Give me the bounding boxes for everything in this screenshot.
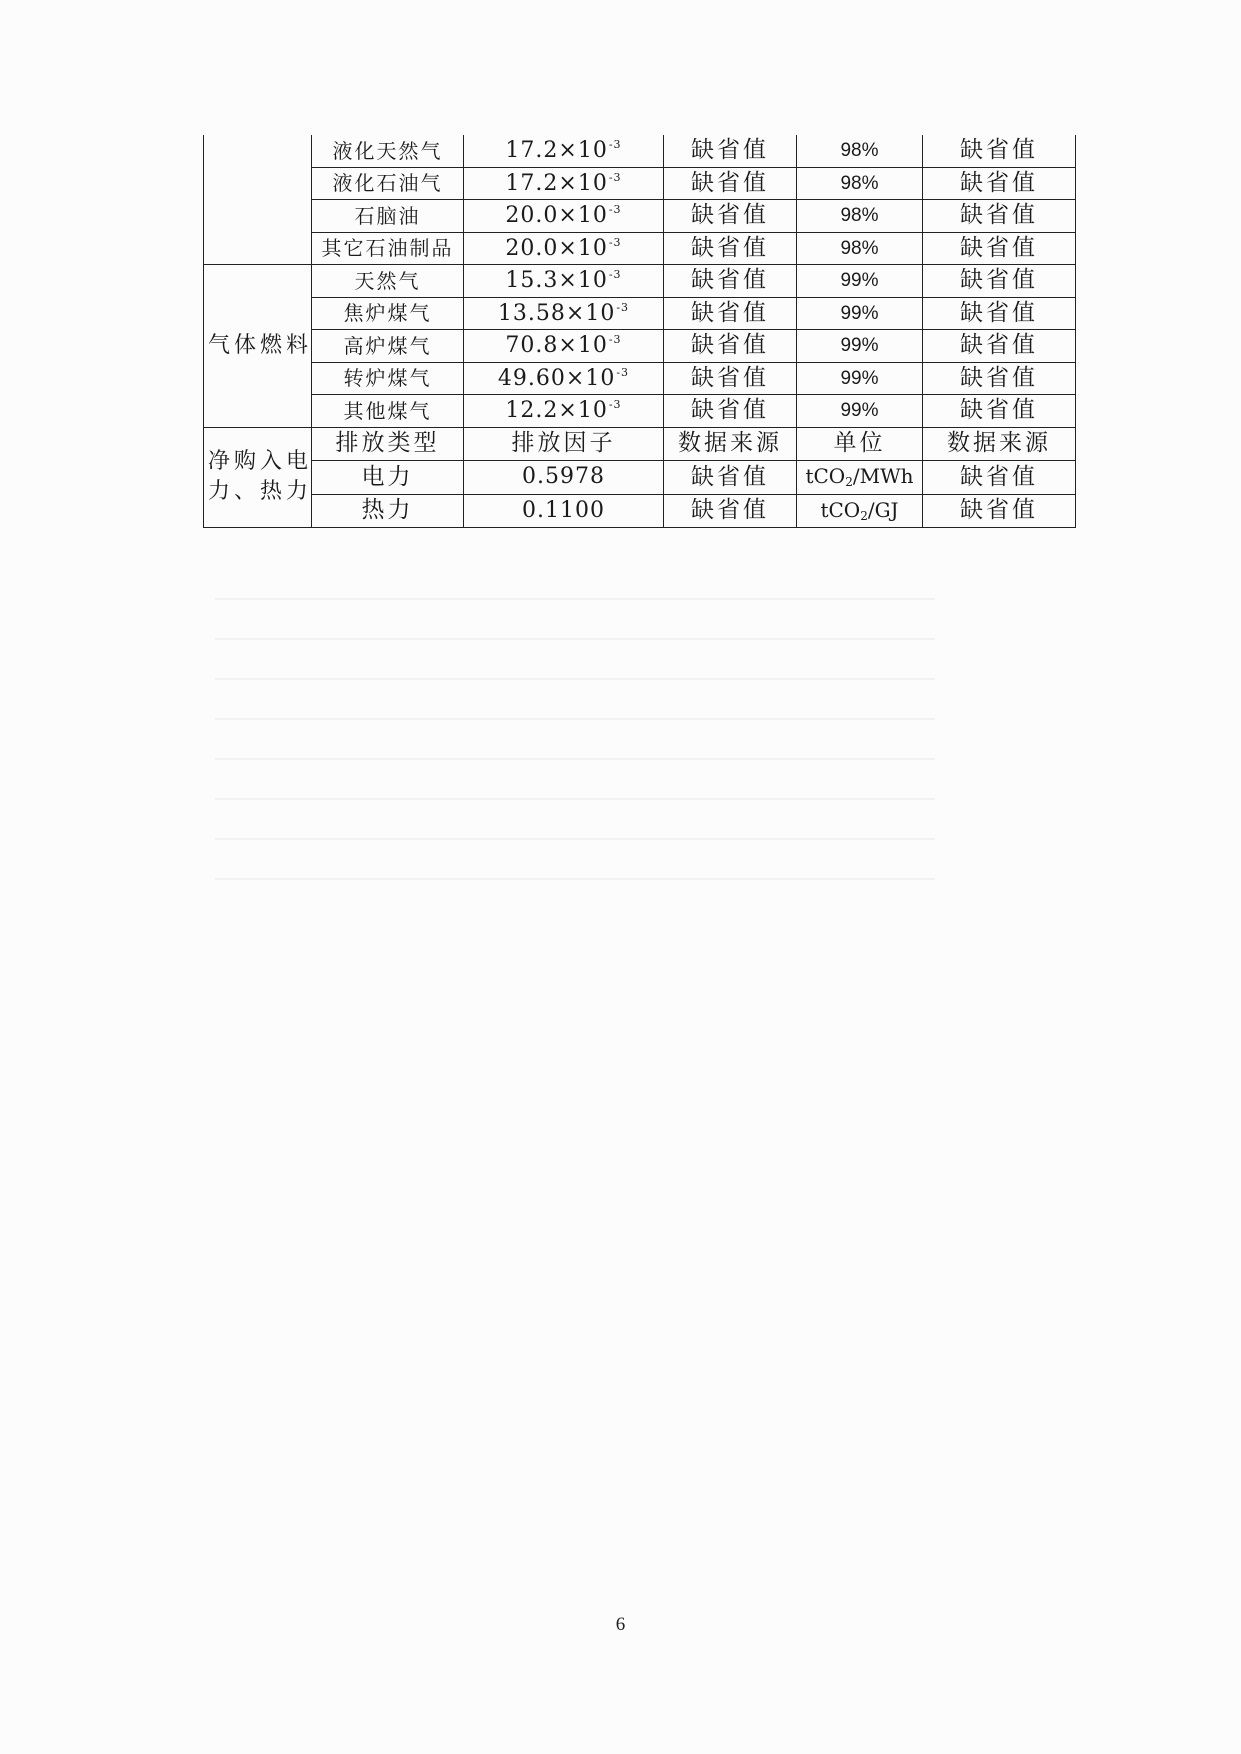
emission-factor: $70.8\times 10^{-3}$: [464, 330, 664, 363]
category-gas-fuel: 气体燃料: [204, 265, 312, 428]
oxidation-rate: 99%: [797, 362, 923, 395]
fuel-name: 液化石油气: [312, 167, 464, 200]
page-number: 6: [615, 1614, 626, 1635]
emission-factor: $20.0\times 10^{-3}$: [464, 232, 664, 265]
fuel-name: 其他煤气: [312, 395, 464, 428]
factor-source: 缺省值: [664, 232, 797, 265]
fuel-name: 转炉煤气: [312, 362, 464, 395]
factor-source: 缺省值: [664, 265, 797, 298]
fuel-name: 其它石油制品: [312, 232, 464, 265]
unit: tCO$_2$/MWh: [797, 461, 923, 495]
emission-factor: $20.0\times 10^{-3}$: [464, 200, 664, 233]
header-unit-source: 数据来源: [923, 427, 1076, 461]
emission-factor: $17.2\times 10^{-3}$: [464, 167, 664, 200]
oxidation-source: 缺省值: [923, 395, 1076, 428]
oxidation-source: 缺省值: [923, 167, 1076, 200]
header-data-source: 数据来源: [664, 427, 797, 461]
oxidation-rate: 98%: [797, 167, 923, 200]
oxidation-rate: 99%: [797, 330, 923, 363]
factor-source: 缺省值: [664, 135, 797, 167]
header-unit: 单位: [797, 427, 923, 461]
oxidation-source: 缺省值: [923, 135, 1076, 167]
table-row: [204, 135, 1076, 167]
category-line-2: 力、热力: [208, 479, 313, 505]
oxidation-source: 缺省值: [923, 297, 1076, 330]
factor-source: 缺省值: [664, 167, 797, 200]
factor-source: 缺省值: [664, 200, 797, 233]
table-row: [204, 461, 1076, 495]
table-row: [204, 232, 1076, 265]
oxidation-source: 缺省值: [923, 232, 1076, 265]
fuel-name: 焦炉煤气: [312, 297, 464, 330]
table-row: [204, 362, 1076, 395]
emission-factor: $15.3\times 10^{-3}$: [464, 265, 664, 298]
fuel-name: 液化天然气: [312, 135, 464, 167]
emission-factor-table: [203, 135, 1076, 528]
header-emission-type: 排放类型: [312, 427, 464, 461]
category-line-1: 净购入电: [208, 449, 313, 475]
table-row: [204, 494, 1076, 528]
header-emission-factor: 排放因子: [464, 427, 664, 461]
table-row: [204, 330, 1076, 363]
fuel-name: 高炉煤气: [312, 330, 464, 363]
oxidation-source: 缺省值: [923, 330, 1076, 363]
oxidation-source: 缺省值: [923, 362, 1076, 395]
emission-factor: $49.60\times 10^{-3}$: [464, 362, 664, 395]
unit-source: 缺省值: [923, 494, 1076, 528]
emission-type-name: 热力: [312, 494, 464, 528]
factor-source: 缺省值: [664, 362, 797, 395]
fuel-name: 天然气: [312, 265, 464, 298]
fuel-name: 石脑油: [312, 200, 464, 233]
emission-factor: $13.58\times 10^{-3}$: [464, 297, 664, 330]
table-row: [204, 167, 1076, 200]
oxidation-rate: 98%: [797, 200, 923, 233]
unit: tCO$_2$/GJ: [797, 494, 923, 528]
table-row: [204, 200, 1076, 233]
bleed-through-texture: [215, 560, 935, 880]
emission-type-name: 电力: [312, 461, 464, 495]
table-header-row: [204, 427, 1076, 461]
oxidation-source: 缺省值: [923, 200, 1076, 233]
emission-factor: $12.2\times 10^{-3}$: [464, 395, 664, 428]
oxidation-rate: 99%: [797, 395, 923, 428]
table-row: [204, 265, 1076, 298]
table-row: [204, 395, 1076, 428]
factor-source: 缺省值: [664, 330, 797, 363]
factor-source: 缺省值: [664, 395, 797, 428]
unit-source: 缺省值: [923, 461, 1076, 495]
category-purchased-power-heat: [204, 427, 312, 528]
oxidation-rate: 98%: [797, 135, 923, 167]
emission-factor: $17.2\times 10^{-3}$: [464, 135, 664, 167]
oxidation-rate: 99%: [797, 265, 923, 298]
emission-factor: 0.5978: [464, 461, 664, 495]
table-row: [204, 297, 1076, 330]
factor-source: 缺省值: [664, 297, 797, 330]
factor-source: 缺省值: [664, 461, 797, 495]
oxidation-rate: 99%: [797, 297, 923, 330]
emission-factor: 0.1100: [464, 494, 664, 528]
oxidation-source: 缺省值: [923, 265, 1076, 298]
factor-source: 缺省值: [664, 494, 797, 528]
oxidation-rate: 98%: [797, 232, 923, 265]
category-cell-continued: [204, 135, 312, 265]
